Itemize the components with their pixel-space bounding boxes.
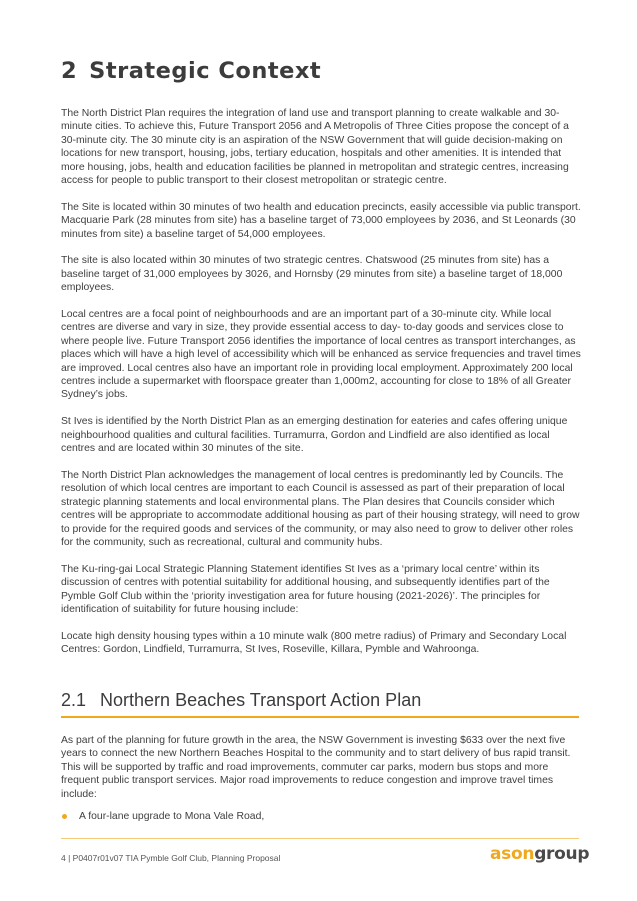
paragraph: Local centres are a focal point of neighbourhoods and are an important part of a 30-minute city. While local centres are diverse and vary in size, they provide essential access to day- to-day goods and services close to where people live. Future Transport 2056 identifies the importance of local centres as transport interchanges, as places which will have a high level of accessibility which will be enhanced as service frequencies and travel times are improved. Local centres also have an important role in providing local employment. Approximately 200 local centres include a supermarket with floorspace greater than 1,000m2, accounting for close to 18% of all Greater Sydney’s jobs. — [61, 309, 581, 401]
footer-divider — [61, 838, 579, 839]
section-number: 2.1 — [61, 690, 87, 710]
paragraph: Locate high density housing types within a 10 minute walk (800 metre radius) of Primary and Secondary Local Centres: Gordon, Lindfield, Turramurra, St Ives, Roseville, Killara, Pymble and Wahroonga. — [61, 630, 567, 656]
footer-text: 4 | P0407r01v07 TIA Pymble Golf Club, Planning Proposal — [61, 853, 281, 863]
paragraph: The site is also located within 30 minutes of two strategic centres. Chatswood (25 minutes from site) has a baseline target of 31,000 employees by 3026, and Hornsby (29 minutes from site) a baseline target of 18,000 employees. — [61, 255, 563, 294]
paragraph: St Ives is identified by the North District Plan as an emerging destination for eateries and cafes offering unique neighbourhood qualities and cultural facilities. Turramurra, Gordon and Lindfield are also identified as local centres and are located within 30 minutes of the site. — [61, 416, 568, 455]
bullet-icon — [62, 814, 67, 819]
section-title: Northern Beaches Transport Action Plan — [100, 690, 422, 710]
logo-part-ason: ason — [490, 844, 535, 864]
paragraph: The Ku-ring-gai Local Strategic Planning Statement identifies St Ives as a ‘primary local centre’ within its discussion of centres with potential suitability for additional housing, and subsequently identifies part of the Pymble Golf Club within the ‘priority investigation area for future housing (2021-2026)’. The principles for identification of suitability for future housing include: — [61, 563, 550, 615]
paragraph: The Site is located within 30 minutes of two health and education precincts, easily accessible via public transport. Macquarie Park (28 minutes from site) has a baseline target of 73,000 employees by 2036, and St Leonards (30 minutes from site) a baseline target of 54,000 employees. — [61, 201, 581, 240]
list-item — [61, 810, 581, 823]
heading-number: 2 — [61, 58, 78, 84]
body-text — [61, 107, 581, 670]
heading-title: Strategic Context — [89, 58, 322, 84]
section-paragraph: As part of the planning for future growth in the area, the NSW Government is investing $633 over the next five years to connect the new Northern Beaches Hospital to the community and to start delivery of bus rapid transit. This will be supported by traffic and road improvements, commuter car parks, modern bus stops and more frequent public transport services. Major road improvements to reduce congestion and improve travel times include: — [61, 735, 571, 800]
page-heading — [61, 58, 321, 84]
logo-part-group: group — [534, 844, 590, 864]
section-heading — [61, 690, 579, 718]
section-body — [61, 734, 581, 823]
paragraph: The North District Plan requires the integration of land use and transport planning to create walkable and 30-minute cities. To achieve this, Future Transport 2056 and A Metropolis of Three Cities propose the concept of a 30-minute city. The 30 minute city is an aspiration of the NSW Government that will guide decision-making on locations for new transport, housing, jobs, tertiary education, hospitals and other amenities. It is intended that more housing, jobs, health and education facilities be planned in metropolitan and strategic centres, increasing access for people to public transport to their closest metropolitan or strategic centre. — [61, 108, 569, 187]
company-logo — [490, 844, 589, 864]
list-item-text: A four-lane upgrade to Mona Vale Road, — [79, 811, 265, 823]
bullet-list — [61, 810, 581, 823]
paragraph: The North District Plan acknowledges the management of local centres is predominantly led by Councils. The resolution of which local centres are important to each Council is assessed as part of their preparation of local strategic planning statements and local environmental plans. The Plan desires that Councils consider which centres will be appropriate to accommodate additional housing as part of their housing strategy, will need to grow to provide for the required goods and services of the community, or may also need to grow to deliver other roles for the community, such as recreational, cultural and community hubs. — [61, 469, 580, 548]
